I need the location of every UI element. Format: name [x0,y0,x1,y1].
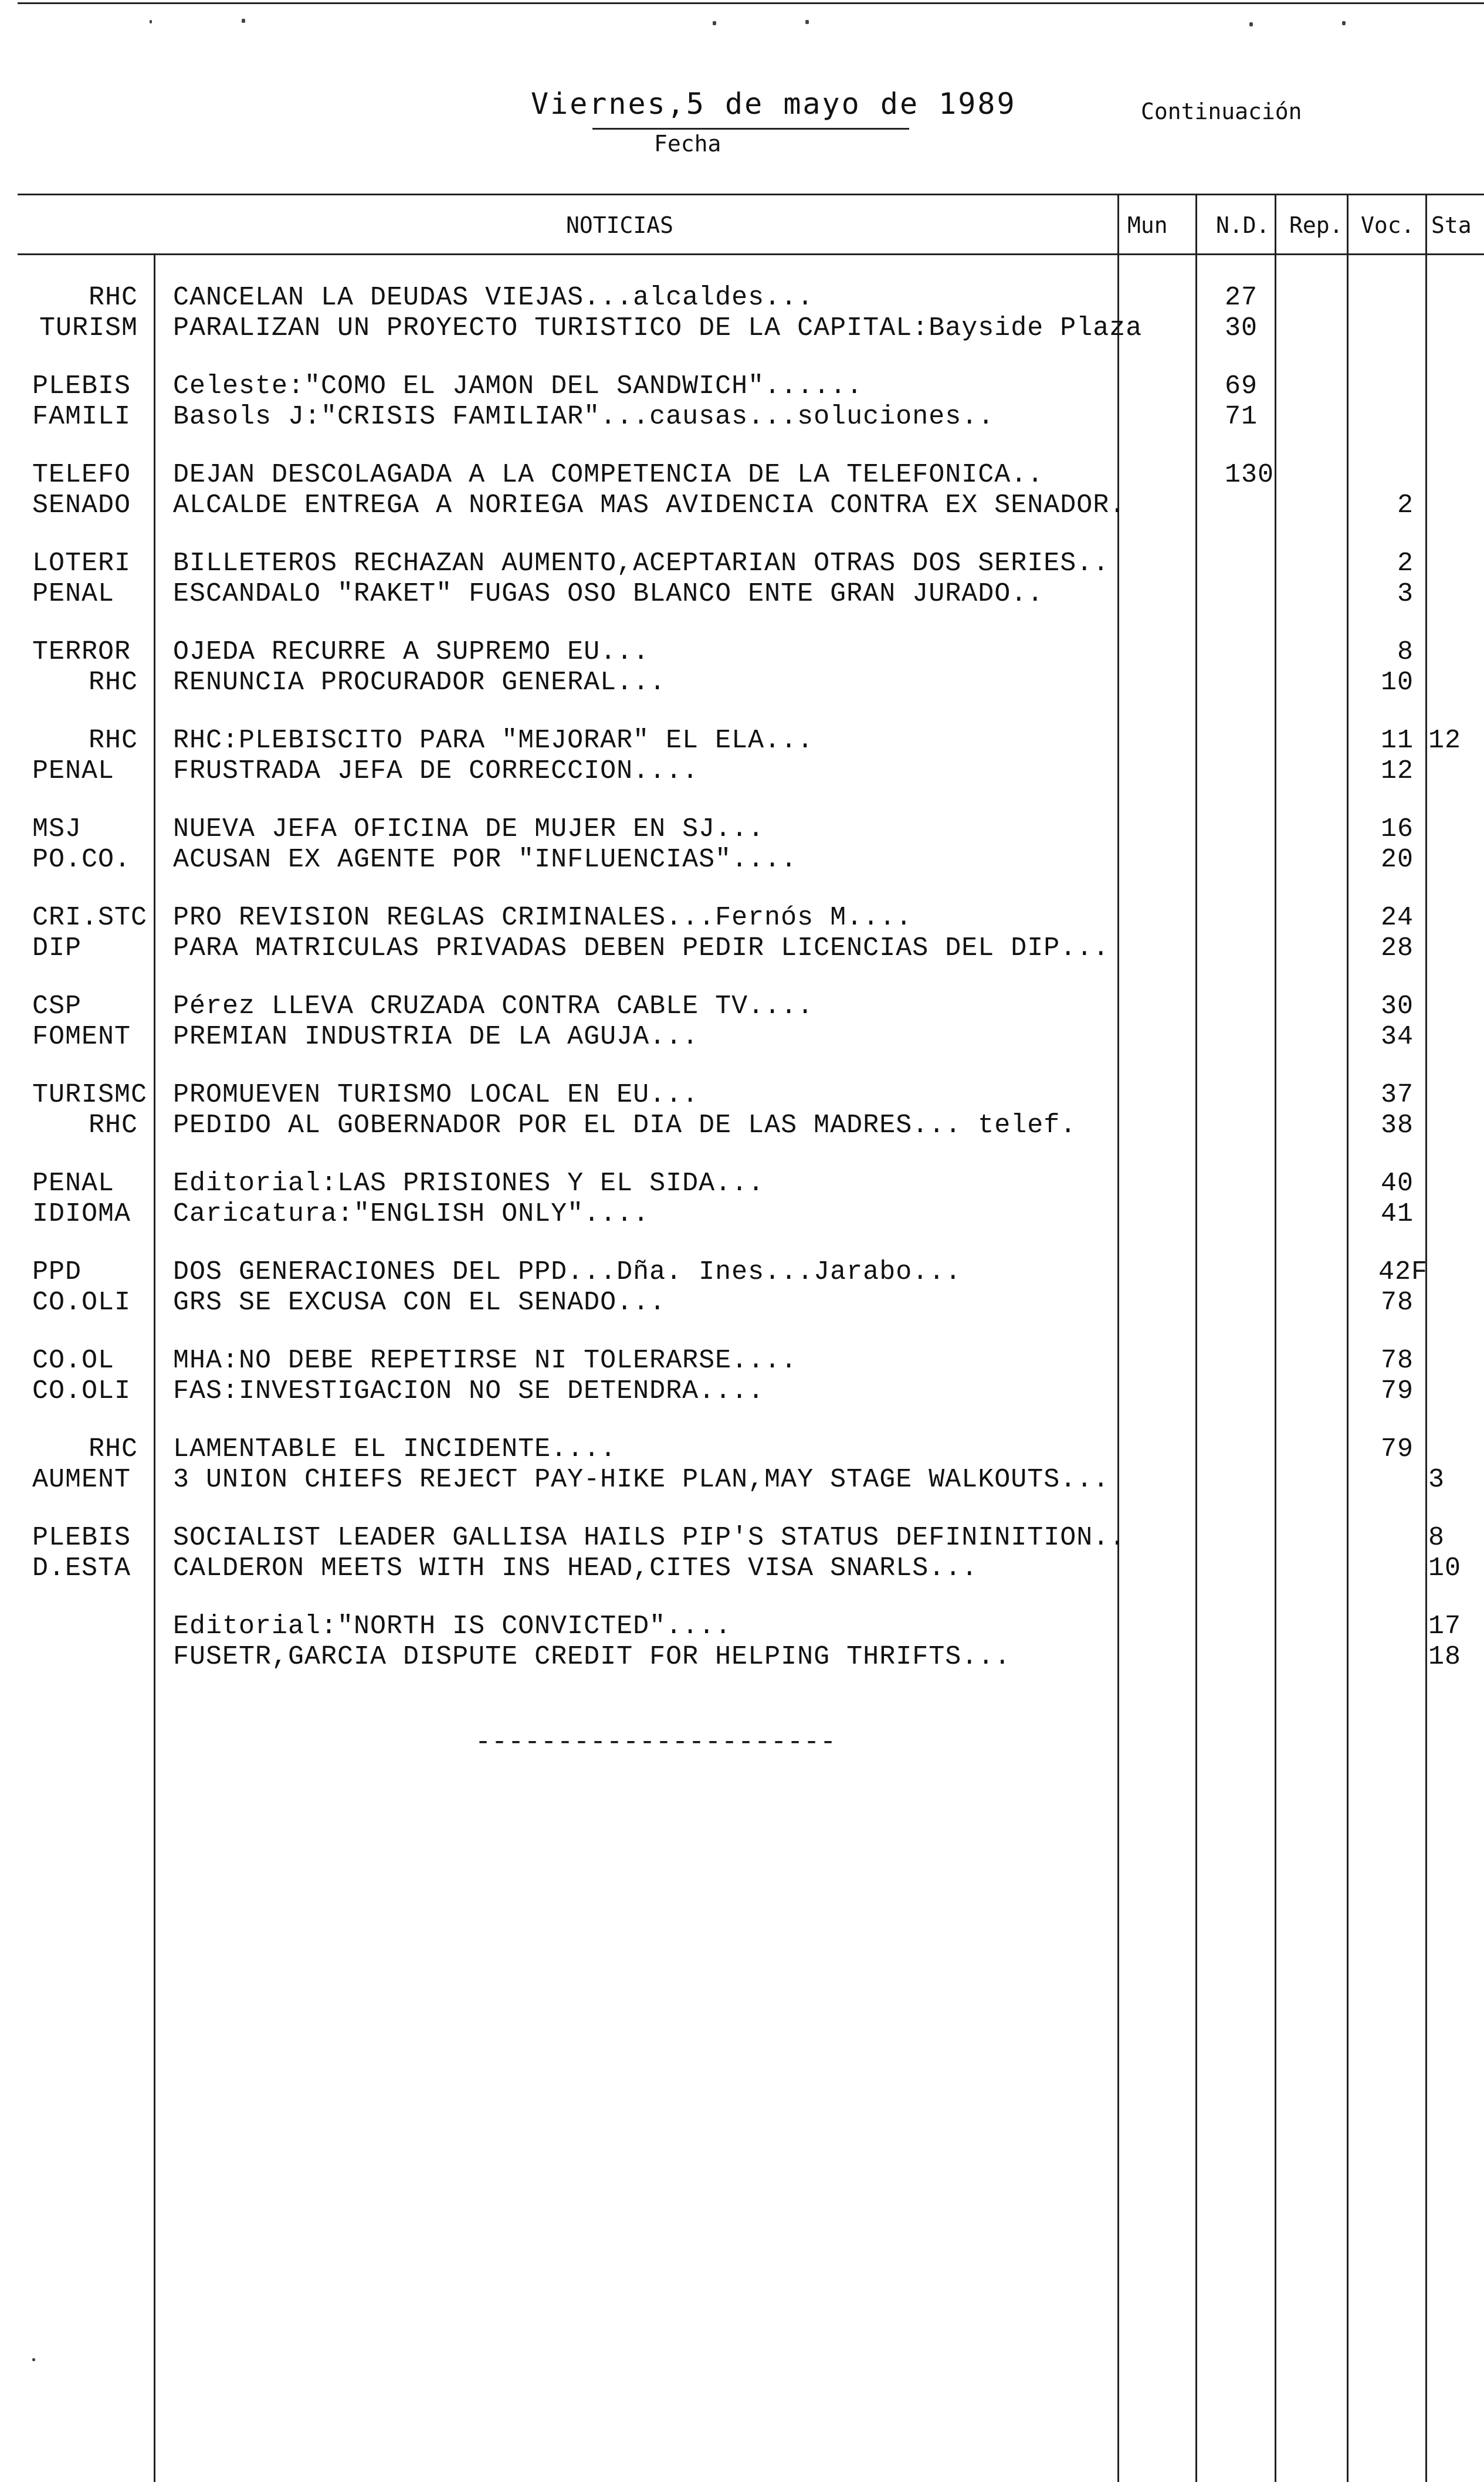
voc-page: 20 [1380,845,1414,875]
table-row [0,1288,1484,1318]
sta-page: 18 [1428,1642,1462,1672]
headline: DOS GENERACIONES DEL PPD...Dña. Ines...Jarabo... [173,1257,962,1287]
headline: Editorial:LAS PRISIONES Y EL SIDA... [173,1169,765,1198]
sta-page: 10 [1428,1553,1462,1583]
voc-page: 37 [1380,1080,1414,1110]
section-code: IDIOMA [32,1199,131,1229]
voc-page: 78 [1380,1288,1414,1318]
section-code: PO.CO. [32,845,131,875]
section-code: RHC [88,1434,138,1464]
headline: DEJAN DESCOLAGADA A LA COMPETENCIA DE LA TELEFONICA.. [173,460,1044,490]
section-code: CRI.STC [32,903,148,933]
sta-page: 3 [1428,1465,1445,1495]
voc-page: 38 [1380,1110,1414,1140]
table-row [0,1465,1484,1495]
table-row [0,814,1484,845]
table-row [0,1611,1484,1642]
headline: Editorial:"NORTH IS CONVICTED".... [173,1611,732,1641]
column-divider-mun [1117,194,1119,2482]
table-row [0,402,1484,432]
table-row [0,548,1484,579]
table-row [0,1376,1484,1407]
voc-page: 16 [1380,814,1414,844]
section-code: PENAL [32,756,115,786]
headline: ESCANDALO "RAKET" FUGAS OSO BLANCO ENTE GRAN JURADO.. [173,579,1044,609]
headline: ALCALDE ENTREGA A NORIEGA MAS AVIDENCIA CONTRA EX SENADOR. [173,490,1126,520]
voc-page: 78 [1380,1346,1414,1376]
headline: PROMUEVEN TURISMO LOCAL EN EU... [173,1080,699,1110]
table-row [0,991,1484,1022]
column-header-mun: Mun [1127,212,1168,238]
column-header-nd: N.D. [1216,212,1270,238]
headline: CALDERON MEETS WITH INS HEAD,CITES VISA SNARLS... [173,1553,978,1583]
table-row [0,933,1484,964]
speck [713,21,716,25]
headline: FUSETR,GARCIA DISPUTE CREDIT FOR HELPING THRIFTS... [173,1642,1011,1672]
section-code: CO.OLI [32,1288,131,1318]
headline: Celeste:"COMO EL JAMON DEL SANDWICH"...... [173,371,863,401]
section-code: RHC [88,668,138,697]
table-row [0,903,1484,933]
voc-page: 40 [1380,1169,1414,1198]
column-divider-nd [1195,194,1197,2482]
nd-page: 69 [1225,371,1258,401]
section-code: D.ESTA [32,1553,131,1583]
voc-page: 11 [1380,726,1414,756]
headline: Caricatura:"ENGLISH ONLY".... [173,1199,650,1229]
table-top-rule [18,194,1484,195]
headline: Pérez LLEVA CRUZADA CONTRA CABLE TV.... [173,991,814,1021]
headline: CANCELAN LA DEUDAS VIEJAS...alcaldes... [173,283,814,313]
speck [32,2358,35,2361]
headline: FAS:INVESTIGACION NO SE DETENDRA.... [173,1376,765,1406]
speck [1249,22,1253,26]
speck [805,20,809,24]
table-row [0,371,1484,402]
nd-page: 27 [1225,283,1258,313]
headline: PARA MATRICULAS PRIVADAS DEBEN PEDIR LICENCIAS DEL DIP... [173,933,1110,963]
table-row [0,1080,1484,1110]
section-code: CO.OLI [32,1376,131,1406]
table-row [0,1169,1484,1199]
headline: BILLETEROS RECHAZAN AUMENTO,ACEPTARIAN OTRAS DOS SERIES.. [173,548,1110,578]
headline: FRUSTRADA JEFA DE CORRECCION.... [173,756,699,786]
section-code: CO.OL [32,1346,115,1376]
table-row [0,1553,1484,1584]
voc-page: 2 [1397,548,1414,578]
voc-page: 79 [1380,1376,1414,1406]
headline: SOCIALIST LEADER GALLISA HAILS PIP'S STATUS DEFININITION.. [173,1523,1126,1553]
top-rule [18,2,1484,4]
headline: PARALIZAN UN PROYECTO TURISTICO DE LA CAPITAL:Bayside Plaza [173,313,1143,343]
column-header-sta: Sta [1431,212,1472,238]
nd-page: 30 [1225,313,1258,343]
section-code: TURISM [39,313,138,343]
speck [1342,21,1346,25]
table-row [0,845,1484,875]
headline: Basols J:"CRISIS FAMILIAR"...causas...soluciones.. [173,402,995,432]
voc-page: 34 [1380,1022,1414,1052]
table-row [0,313,1484,344]
voc-page: 8 [1397,637,1414,667]
section-code: PENAL [32,1169,115,1198]
continuation-label: Continuación [1141,99,1302,124]
table-row [0,1346,1484,1376]
speck [242,19,245,23]
headline: LAMENTABLE EL INCIDENTE.... [173,1434,617,1464]
section-code: PLEBIS [32,1523,131,1553]
table-row [0,1257,1484,1288]
section-code: AUMENT [32,1465,131,1495]
headline: ACUSAN EX AGENTE POR "INFLUENCIAS".... [173,845,798,875]
section-code: SENADO [32,490,131,520]
section-code: RHC [88,1110,138,1140]
table-row [0,1434,1484,1465]
voc-page: 3 [1397,579,1414,609]
headline: 3 UNION CHIEFS REJECT PAY-HIKE PLAN,MAY STAGE WALKOUTS... [173,1465,1110,1495]
sta-page: 8 [1428,1523,1445,1553]
table-row [0,283,1484,313]
table-row [0,1110,1484,1141]
table-row [0,668,1484,698]
table-row [0,1642,1484,1672]
voc-page: 41 [1380,1199,1414,1229]
nd-page: 71 [1225,402,1258,432]
table-header-rule [18,253,1484,255]
section-code: PPD [32,1257,82,1287]
sta-page: 17 [1428,1611,1462,1641]
column-divider-voc [1347,194,1349,2482]
headline: PREMIAN INDUSTRIA DE LA AGUJA... [173,1022,699,1052]
voc-page: 28 [1380,933,1414,963]
section-code: FAMILI [32,402,131,432]
section-code: DIP [32,933,82,963]
voc-page: 24 [1380,903,1414,933]
section-code: PENAL [32,579,115,609]
section-code: RHC [88,283,138,313]
voc-page: 30 [1380,991,1414,1021]
section-code: TURISMC [32,1080,148,1110]
section-code: TELEFO [32,460,131,490]
column-divider-rep [1275,194,1276,2482]
table-row [0,1199,1484,1230]
section-code: LOTERI [32,548,131,578]
column-divider-sta [1425,194,1427,2482]
headline: PRO REVISION REGLAS CRIMINALES...Fernós M.... [173,903,913,933]
voc-page: 42F [1378,1257,1428,1287]
section-code: MSJ [32,814,82,844]
voc-page: 2 [1397,490,1414,520]
date-label: Fecha [654,131,721,157]
headline: NUEVA JEFA OFICINA DE MUJER EN SJ... [173,814,765,844]
voc-page: 12 [1380,756,1414,786]
voc-page: 79 [1380,1434,1414,1464]
table-row [0,726,1484,756]
headline: RENUNCIA PROCURADOR GENERAL... [173,668,666,697]
column-header-rep: Rep. [1289,212,1343,238]
headline: PEDIDO AL GOBERNADOR POR EL DIA DE LAS MADRES... telef. [173,1110,1077,1140]
headline: RHC:PLEBISCITO PARA "MEJORAR" EL ELA... [173,726,814,756]
sta-page: 12 [1428,726,1462,756]
speck [150,20,152,23]
table-row [0,579,1484,610]
headline: GRS SE EXCUSA CON EL SENADO... [173,1288,666,1318]
date-underline [592,128,909,130]
nd-page: 130 [1225,460,1275,490]
section-code: RHC [88,726,138,756]
table-row [0,490,1484,521]
table-row [0,1022,1484,1052]
section-code: TERROR [32,637,131,667]
section-code: FOMENT [32,1022,131,1052]
section-code: PLEBIS [32,371,131,401]
section-code: CSP [32,991,82,1021]
table-row [0,637,1484,668]
column-header-voc: Voc. [1361,212,1415,238]
table-row [0,756,1484,787]
end-separator: ---------------------- [475,1728,837,1758]
headline: MHA:NO DEBE REPETIRSE NI TOLERARSE.... [173,1346,798,1376]
table-row [0,460,1484,490]
table-row [0,1523,1484,1553]
voc-page: 10 [1380,668,1414,697]
column-header-noticias: NOTICIAS [566,212,674,238]
report-date: Viernes,5 de mayo de 1989 [531,87,1017,121]
headline: OJEDA RECURRE A SUPREMO EU... [173,637,650,667]
